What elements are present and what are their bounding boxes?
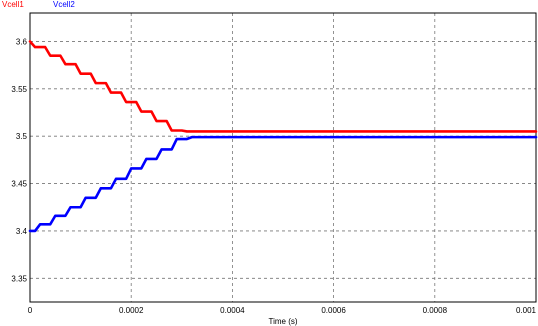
y-tick-label: 3.45 xyxy=(11,179,27,189)
x-tick-label: 0.0002 xyxy=(118,306,144,315)
y-tick-label: 3.4 xyxy=(15,226,27,236)
series-layer xyxy=(30,41,536,231)
x-tick-label: 0 xyxy=(27,306,33,315)
y-tick-label: 3.6 xyxy=(15,37,27,47)
legend-label-vcell2: Vcell2 xyxy=(53,0,75,9)
x-tick-label: 0.0006 xyxy=(321,306,346,315)
legend-label-vcell1: Vcell1 xyxy=(2,0,24,9)
grid-lines xyxy=(30,13,536,302)
y-tick-label: 3.5 xyxy=(15,132,27,142)
x-axis-tick-labels xyxy=(28,306,537,315)
series-line-vcell2 xyxy=(30,137,536,231)
y-tick-label: 3.55 xyxy=(11,84,27,94)
series-line-vcell1 xyxy=(30,41,536,131)
x-tick-label: 0.0008 xyxy=(422,306,448,315)
plot-area-frame xyxy=(30,13,536,302)
legend xyxy=(2,0,75,9)
x-axis-title: Time (s) xyxy=(268,317,298,326)
y-axis-tick-labels xyxy=(11,37,27,283)
x-tick-label: 0.001 xyxy=(515,306,536,315)
x-tick-label: 0.0004 xyxy=(220,306,245,315)
y-tick-label: 3.35 xyxy=(11,274,27,284)
